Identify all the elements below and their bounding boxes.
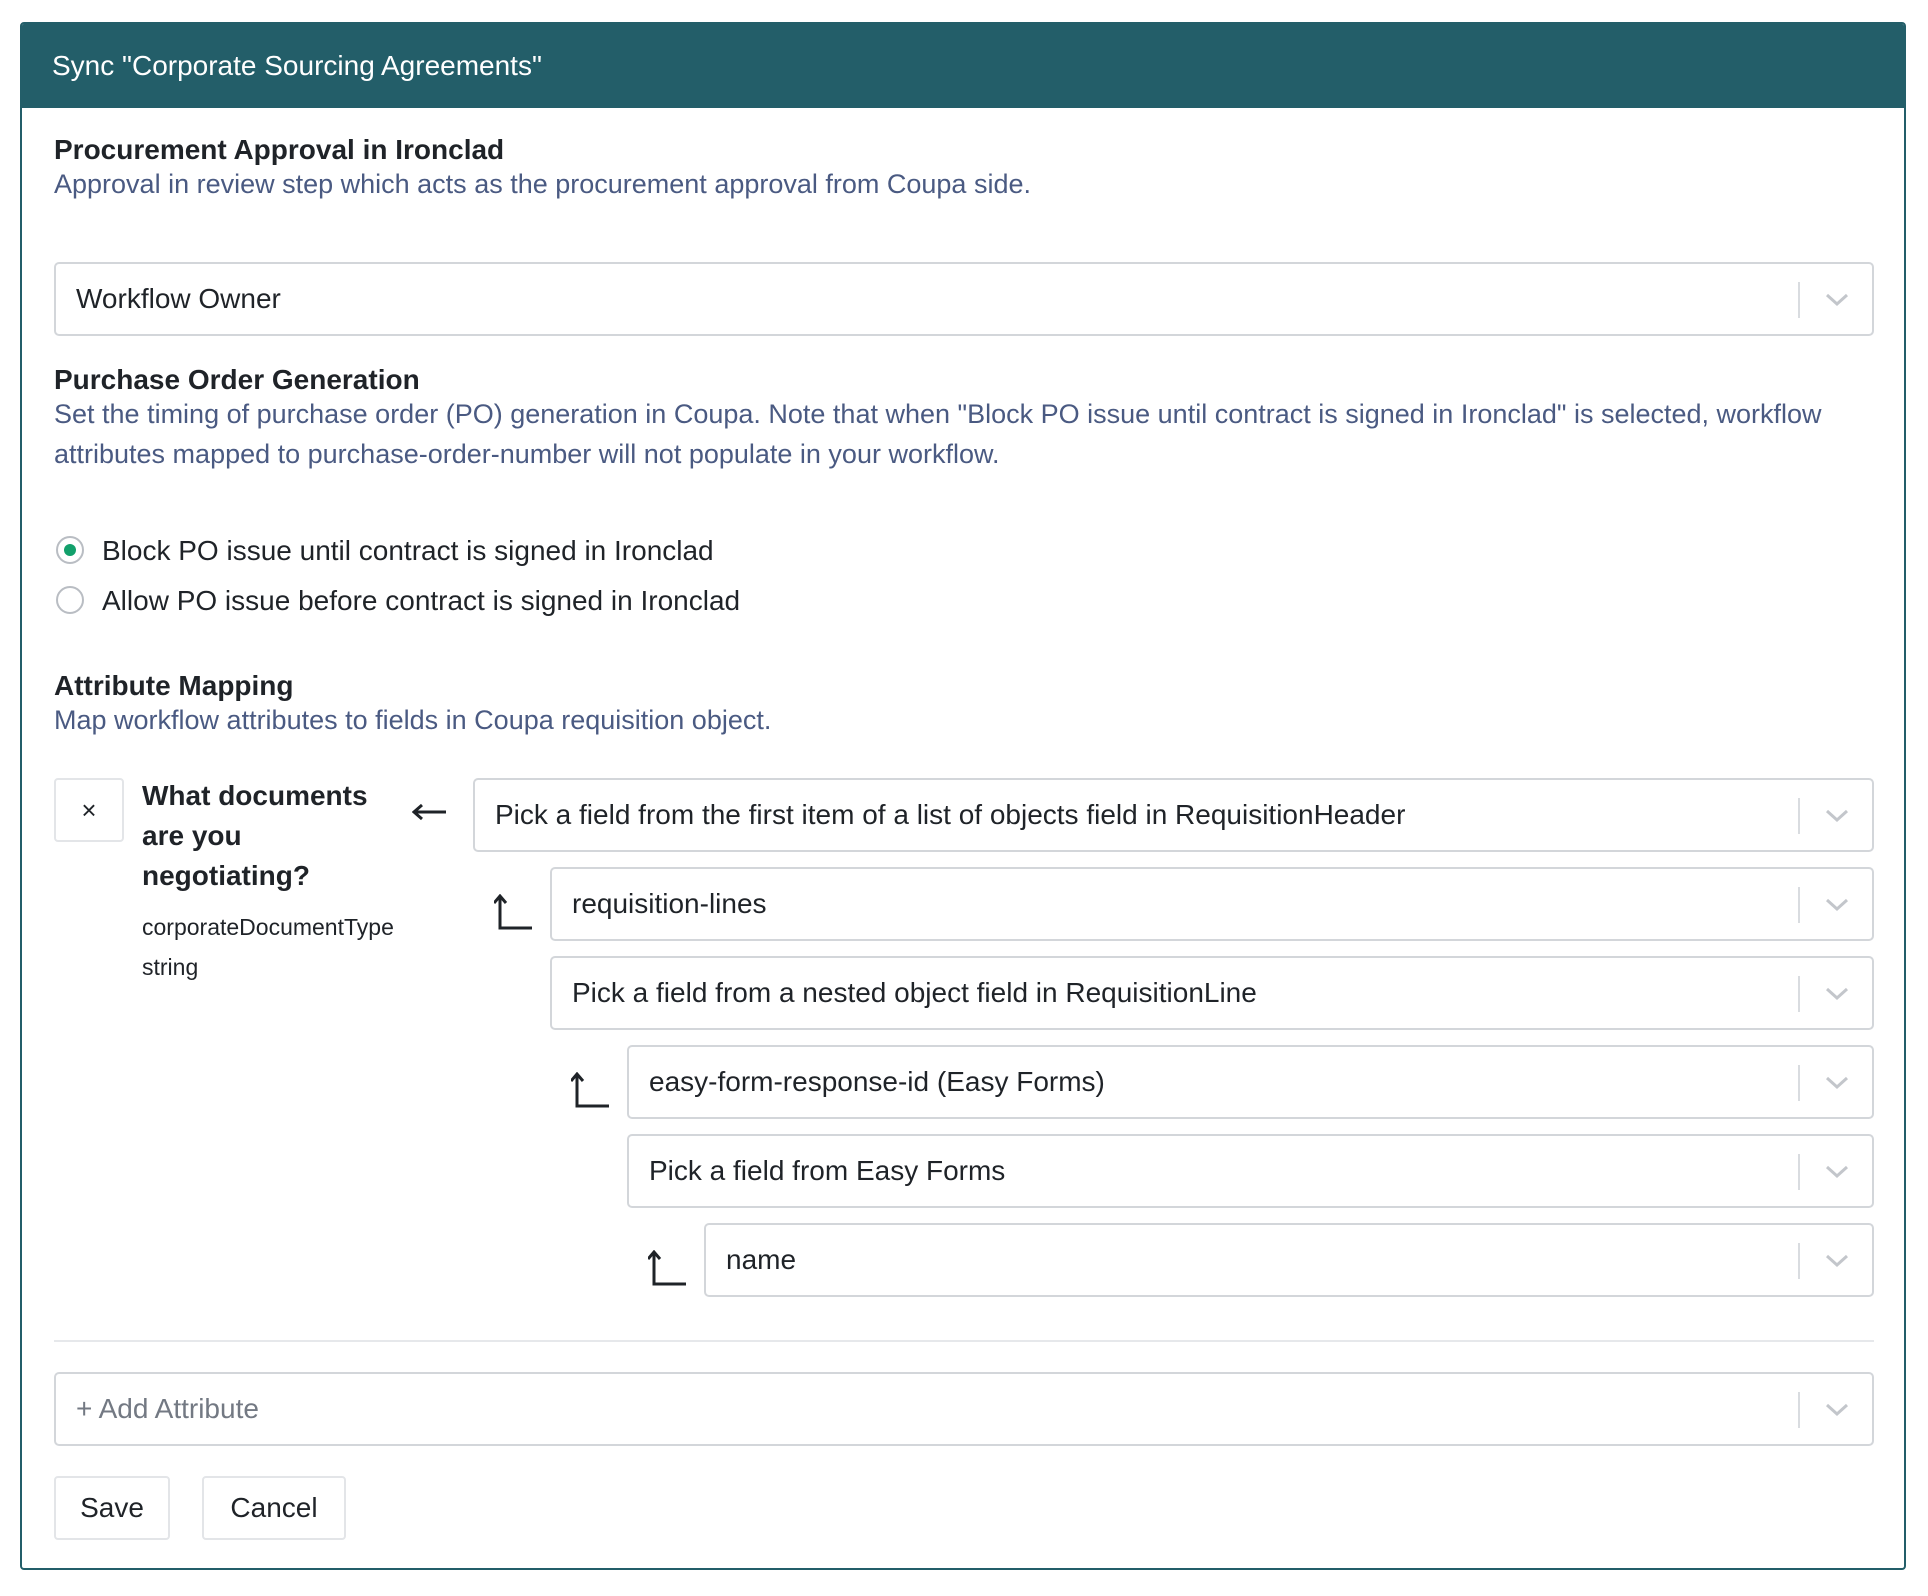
- select-separator: [1798, 1065, 1800, 1101]
- mapping-select-level-4[interactable]: [627, 1045, 1874, 1119]
- chevron-down-icon: [1824, 893, 1850, 915]
- add-attribute-placeholder: + Add Attribute: [76, 1393, 259, 1424]
- mapping-select-value: easy-form-response-id (Easy Forms): [649, 1066, 1105, 1097]
- chevron-down-icon: [1824, 1398, 1850, 1420]
- mapping-select-level-3[interactable]: [550, 956, 1874, 1030]
- mapping-select-value: Pick a field from a nested object field in RequisitionLine: [572, 977, 1257, 1008]
- radio-allow-po[interactable]: [56, 582, 856, 622]
- chevron-down-icon: [1824, 1160, 1850, 1182]
- dialog-title: Sync "Corporate Sourcing Agreements": [22, 24, 1904, 108]
- add-attribute-select[interactable]: [54, 1372, 1874, 1446]
- radio-block-po[interactable]: [56, 532, 856, 572]
- procurement-approval-value: Workflow Owner: [76, 283, 281, 314]
- remove-attribute-button[interactable]: [54, 778, 124, 842]
- attribute-type: string: [142, 954, 199, 980]
- attribute-name: What documents are you negotiating?: [142, 780, 368, 891]
- mapping-select-level-5[interactable]: [627, 1134, 1874, 1208]
- sync-dialog: [20, 22, 1906, 1570]
- arrow-left-icon: [412, 802, 448, 822]
- save-button[interactable]: Save: [54, 1476, 170, 1540]
- mapping-select-value: name: [726, 1244, 797, 1275]
- section-divider: [54, 1340, 1874, 1342]
- mapping-select-level-6[interactable]: [704, 1223, 1874, 1297]
- select-separator: [1798, 1243, 1800, 1279]
- radio-block-po-label: Block PO issue until contract is signed in Ironclad: [102, 535, 714, 566]
- nested-arrow-icon: [571, 1072, 611, 1112]
- procurement-approval-select[interactable]: [54, 262, 1874, 336]
- po-generation-heading: Purchase Order Generation: [54, 364, 420, 395]
- mapping-select-value: requisition-lines: [572, 888, 767, 919]
- chevron-down-icon: [1824, 804, 1850, 826]
- chevron-down-icon: [1824, 288, 1850, 310]
- mapping-select-value: Pick a field from Easy Forms: [649, 1155, 1006, 1186]
- po-generation-description: Set the timing of purchase order (PO) generation in Coupa. Note that when "Block PO issue until contract is signed in Ironclad" is selected, workflow attributes mapped to purchase-order-number will not populate in your workflow.: [54, 399, 1822, 469]
- nested-arrow-icon: [494, 894, 534, 934]
- attribute-mapping-description: Map workflow attributes to fields in Coupa requisition object.: [54, 705, 772, 735]
- select-separator: [1798, 1154, 1800, 1190]
- chevron-down-icon: [1824, 982, 1850, 1004]
- nested-arrow-icon: [648, 1250, 688, 1290]
- cancel-button[interactable]: Cancel: [202, 1476, 346, 1540]
- mapping-select-value: Pick a field from the first item of a list of objects field in RequisitionHeader: [495, 799, 1406, 830]
- select-separator: [1798, 282, 1800, 318]
- select-separator: [1798, 798, 1800, 834]
- close-icon: ×: [81, 795, 97, 825]
- procurement-heading: Procurement Approval in Ironclad: [54, 134, 505, 165]
- attribute-mapping-heading: Attribute Mapping: [54, 670, 294, 701]
- attribute-key: corporateDocumentType: [142, 914, 394, 940]
- select-separator: [1798, 887, 1800, 923]
- radio-button-checked[interactable]: [56, 536, 84, 564]
- select-separator: [1798, 1392, 1800, 1428]
- procurement-description: Approval in review step which acts as the procurement approval from Coupa side.: [54, 169, 1031, 199]
- radio-allow-po-label: Allow PO issue before contract is signed in Ironclad: [102, 585, 741, 616]
- mapping-select-level-1[interactable]: [473, 778, 1874, 852]
- chevron-down-icon: [1824, 1071, 1850, 1093]
- mapping-select-level-2[interactable]: [550, 867, 1874, 941]
- select-separator: [1798, 976, 1800, 1012]
- radio-button[interactable]: [56, 586, 84, 614]
- chevron-down-icon: [1824, 1249, 1850, 1271]
